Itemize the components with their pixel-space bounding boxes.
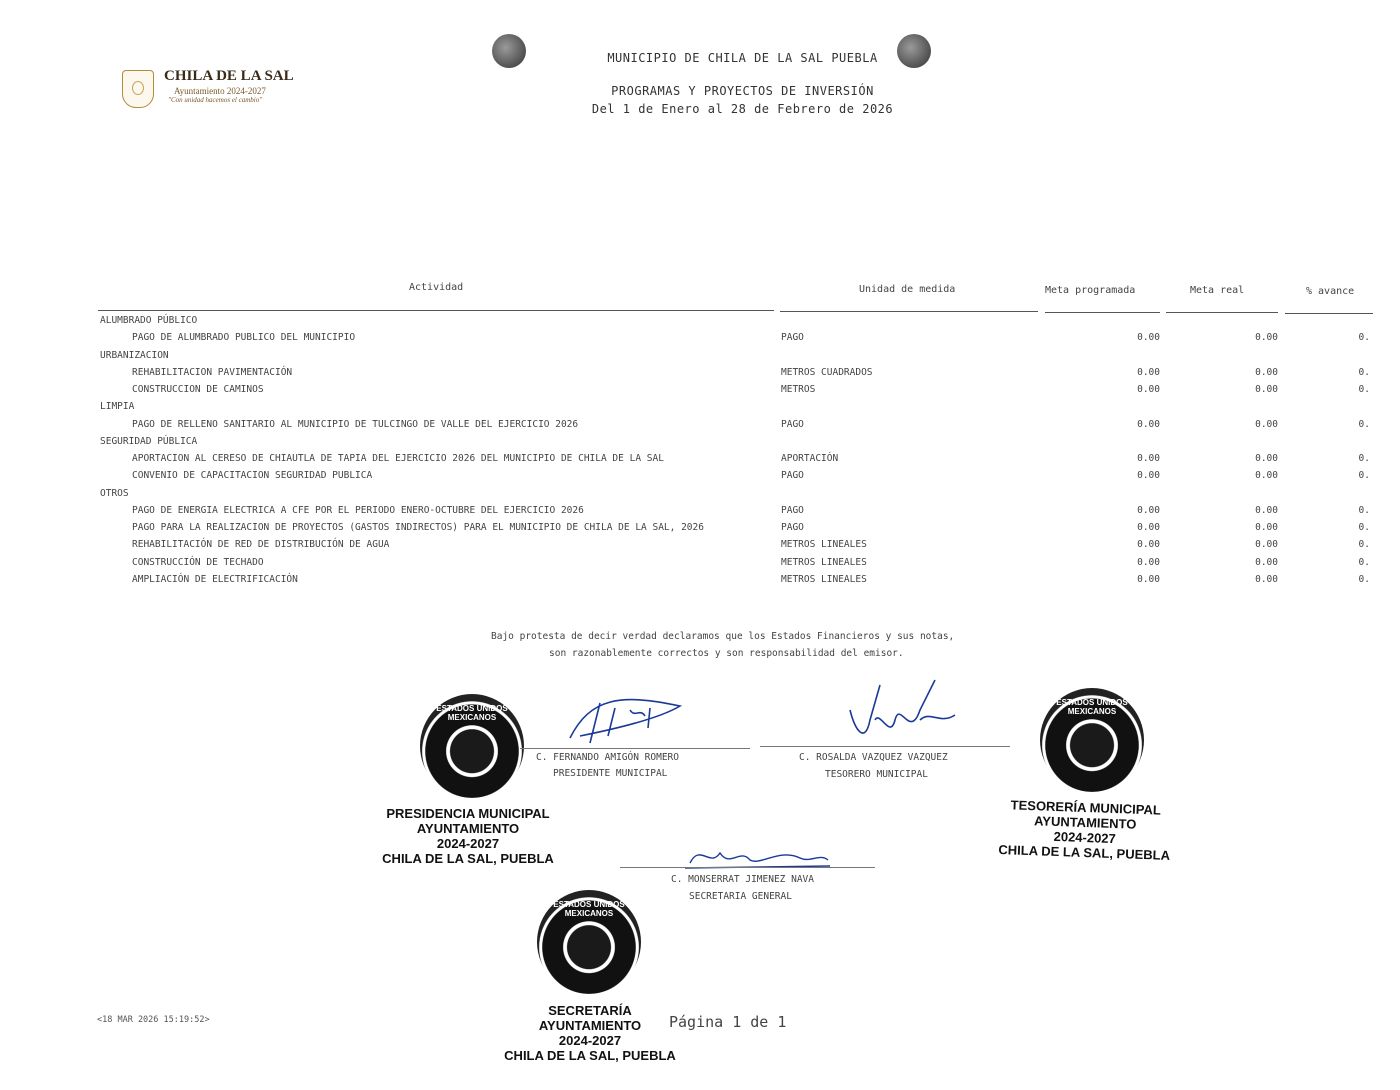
secretaria-seal [537,890,641,994]
report-period: Del 1 de Enero al 28 de Febrero de 2026 [591,102,894,116]
stamp-line: CHILA DE LA SAL, PUEBLA [998,841,1171,863]
progress-cell: 0. [1358,573,1370,585]
stamp-line: CHILA DE LA SAL, PUEBLA [382,851,554,866]
stamp-line: TESORERÍA MUNICIPAL [1010,797,1162,818]
category-label: URBANIZACION [100,349,169,361]
stamp-line: 2024-2027 [558,1033,622,1048]
tesoreria-seal [1040,688,1144,792]
treasurer-role: TESORERO MUNICIPAL [825,769,928,780]
progress-cell: 0. [1358,418,1370,430]
header-rule-activity [98,310,774,311]
logo-name: CHILA DE LA SAL [164,68,294,84]
table-row [0,384,1400,401]
real-cell: 0.00 [1255,573,1278,585]
stamp-line: 2024-2027 [1053,828,1117,847]
declaration-line-2: son razonablemente correctos y son responsabilidad del emisor. [549,648,904,659]
tesoreria-stamp [994,797,1176,863]
col-real: Meta real [1190,285,1245,296]
table-row [0,522,1400,539]
col-unit: Unidad de medida [859,284,956,295]
planned-cell: 0.00 [1137,366,1160,378]
activity-cell: PAGO DE RELLENO SANITARIO AL MUNICIPIO DE TULCINGO DE VALLE DEL EJERCICIO 2026 [132,418,579,430]
progress-cell: 0. [1358,522,1370,533]
unit-cell: PAGO [781,522,804,533]
real-cell: 0.00 [1255,522,1278,533]
real-cell: 0.00 [1255,539,1278,551]
real-cell: 0.00 [1255,504,1278,516]
president-name: C. FERNANDO AMIGÓN ROMERO [536,752,679,763]
unit-cell: METROS LINEALES [781,573,867,585]
planned-cell: 0.00 [1137,539,1160,551]
header-rule-real [1166,312,1278,313]
secretary-role: SECRETARIA GENERAL [689,891,792,902]
header-rule-unit [780,311,1038,312]
category-row [0,315,1400,332]
activity-cell: CONVENIO DE CAPACITACION SEGURIDAD PUBLICA [132,470,373,482]
municipality-logo [118,66,294,116]
activity-cell: PAGO DE ENERGIA ELECTRICA A CFE POR EL PERIODO ENERO-OCTUBRE DEL EJERCICIO 2026 [132,504,584,516]
table-row [0,453,1400,470]
unit-cell: METROS LINEALES [781,556,867,568]
real-cell: 0.00 [1255,332,1278,344]
header-rule-planned [1045,312,1160,313]
table-row [0,470,1400,487]
table-row [0,367,1400,384]
signature-line-treasurer [760,746,1010,747]
logo-slogan: "Con unidad hacemos el cambio" [168,96,263,104]
activity-cell: AMPLIACIÓN DE ELECTRIFICACIÓN [132,573,298,585]
treasurer-name: C. ROSALDA VAZQUEZ VAZQUEZ [799,752,948,763]
progress-cell: 0. [1358,366,1370,378]
activity-cell: REHABILITACION PAVIMENTACIÓN [132,366,293,378]
seal-text: ESTADOS UNIDOS MEXICANOS [1056,698,1128,716]
seal-text: ESTADOS UNIDOS MEXICANOS [553,900,625,918]
signature-line-secretary [620,867,875,868]
treasurer-signature [840,680,970,754]
unit-cell: METROS LINEALES [781,539,867,551]
declaration-line-1: Bajo protesta de decir verdad declaramos que los Estados Financieros y sus notas, [491,631,955,642]
planned-cell: 0.00 [1137,573,1160,585]
table-row [0,574,1400,591]
col-progress: % avance [1306,286,1355,297]
unit-cell: PAGO [781,332,804,344]
logo-subtitle: Ayuntamiento 2024-2027 [174,86,266,96]
planned-cell: 0.00 [1137,332,1160,344]
activity-cell: APORTACION AL CERESO DE CHIAUTLA DE TAPIA DEL EJERCICIO 2026 DEL MUNICIPIO DE CHILA DE LA SAL [132,453,664,464]
real-cell: 0.00 [1255,556,1278,568]
unit-cell: PAGO [781,470,804,482]
stamp-line: SECRETARÍA [548,1003,632,1018]
activity-cell: CONSTRUCCIÓN DE TECHADO [132,556,264,568]
progress-cell: 0. [1358,384,1370,395]
table-row [0,505,1400,522]
progress-cell: 0. [1358,453,1370,464]
activity-cell: CONSTRUCCION DE CAMINOS [132,384,264,395]
president-role: PRESIDENTE MUNICIPAL [553,768,668,779]
unit-cell: PAGO [781,418,804,430]
real-cell: 0.00 [1255,418,1278,430]
page-number: Página 1 de 1 [669,1013,787,1031]
activity-cell: PAGO DE ALUMBRADO PUBLICO DEL MUNICIPIO [132,332,356,344]
planned-cell: 0.00 [1137,470,1160,482]
category-label: OTROS [100,487,129,499]
unit-cell: METROS [781,384,816,395]
planned-cell: 0.00 [1137,522,1160,533]
planned-cell: 0.00 [1137,384,1160,395]
table-row [0,332,1400,349]
category-row [0,488,1400,505]
planned-cell: 0.00 [1137,556,1160,568]
category-row [0,350,1400,367]
table-row [0,419,1400,436]
progress-cell: 0. [1358,504,1370,516]
unit-cell: APORTACIÓN [781,453,839,464]
table-row [0,557,1400,574]
stamp-line: AYUNTAMIENTO [416,821,520,836]
progress-cell: 0. [1358,539,1370,551]
activity-cell: PAGO PARA LA REALIZACION DE PROYECTOS (GASTOS INDIRECTOS) PARA EL MUNICIPIO DE CHILA DE LA SAL, 2026 [132,522,704,533]
planned-cell: 0.00 [1137,504,1160,516]
category-row [0,436,1400,453]
presidencia-stamp [378,806,558,866]
unit-cell: PAGO [781,504,804,516]
category-row [0,401,1400,418]
signature-line-president [520,748,750,749]
planned-cell: 0.00 [1137,453,1160,464]
category-label: ALUMBRADO PÚBLICO [100,315,198,326]
category-label: LIMPIA [100,401,135,413]
header-rule-progress [1285,313,1373,314]
seal-text: ESTADOS UNIDOS MEXICANOS [436,704,508,722]
activity-cell: REHABILITACIÓN DE RED DE DISTRIBUCIÓN DE AGUA [132,539,390,551]
real-cell: 0.00 [1255,453,1278,464]
col-activity: Actividad [409,282,464,293]
municipality-title: MUNICIPIO DE CHILA DE LA SAL PUEBLA [607,51,878,65]
unit-cell: METROS CUADRADOS [781,366,873,378]
progress-cell: 0. [1358,470,1370,482]
secretary-name: C. MONSERRAT JIMENEZ NAVA [671,874,814,885]
category-label: SEGURIDAD PÚBLICA [100,435,198,447]
real-cell: 0.00 [1255,366,1278,378]
progress-cell: 0. [1358,332,1370,344]
table-row [0,539,1400,556]
real-cell: 0.00 [1255,470,1278,482]
secretaria-stamp [500,1003,680,1063]
president-signature [560,688,690,752]
stamp-line: CHILA DE LA SAL, PUEBLA [504,1048,676,1063]
progress-cell: 0. [1358,556,1370,568]
presidencia-seal [420,694,524,798]
secretary-signature [680,838,840,878]
planned-cell: 0.00 [1137,418,1160,430]
stamp-line: PRESIDENCIA MUNICIPAL [386,806,550,821]
stamp-line: AYUNTAMIENTO [1033,813,1137,832]
real-cell: 0.00 [1255,384,1278,395]
report-title: PROGRAMAS Y PROYECTOS DE INVERSIÓN [611,84,874,98]
stamp-line: 2024-2027 [436,836,500,851]
shield-icon [122,70,154,108]
stamp-line: AYUNTAMIENTO [538,1018,642,1033]
col-planned: Meta programada [1045,285,1136,296]
print-timestamp: <18 MAR 2026 15:19:52> [97,1015,210,1025]
